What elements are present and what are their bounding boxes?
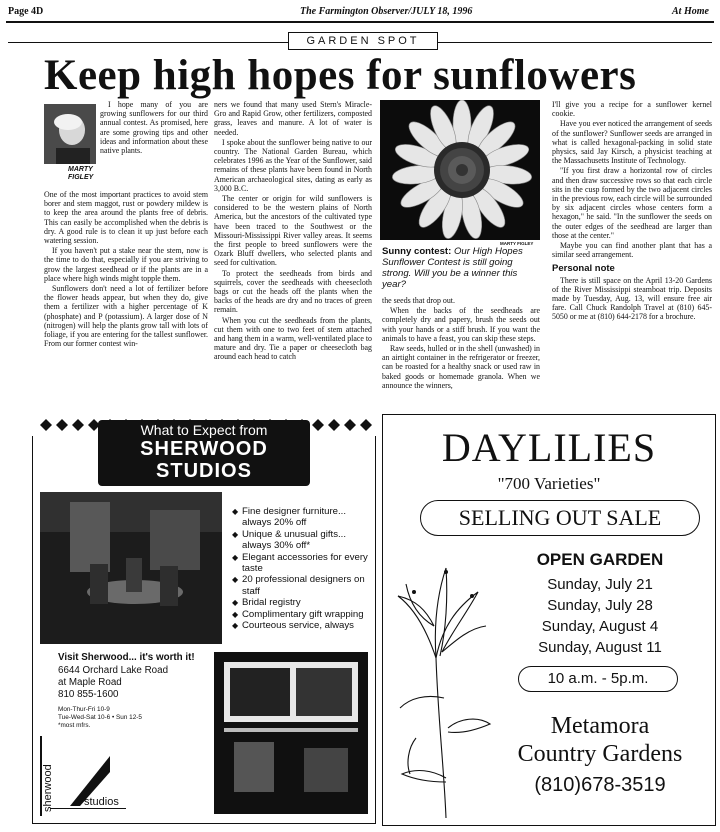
daylilies-title: DAYLILIES (441, 425, 657, 470)
section-name: At Home (672, 6, 709, 17)
garden-hours-pill (518, 666, 678, 692)
col3-para-3: Raw seeds, hulled or in the shell (unwashed) in an airtight container in the refrigerator or freezer, can be roasted for a healthy snack or used raw in baked goods or homemade granola. When we announce the winners, (382, 344, 540, 390)
byline-last: FIGLEY (68, 174, 94, 181)
columnist-photo (44, 104, 96, 164)
address-line-2: at Maple Road (58, 677, 122, 688)
col2-para-1: ners we found that many used Stern's Miracle-Gro and Rapid Grow, other fertilizers, composted grass, leaves and manure. A lot of water is needed. (214, 100, 372, 137)
byline-first: MARTY (68, 166, 93, 173)
col1-para-1: I hope many of you are growing sunflowers for our third annual contest. As promised, here are some growing tips and other ideas and information about these native plants. (100, 100, 208, 156)
garden-hours: 10 a.m. - 5p.m. (547, 670, 649, 687)
daylilies-subtitle: "700 Varieties" (497, 474, 601, 493)
feature-item: ◆ Complimentary gift wrapping (232, 609, 374, 620)
headline: Keep high hopes for sunflowers (44, 52, 637, 99)
col1-para-3: If you haven't put a stake near the stem, now is the time to do that, especially if you are striving to grow the largest seedhead or if the plants are in a place where high winds might topple them. (44, 246, 208, 283)
address-line-1: 6644 Orchard Lake Road (58, 665, 169, 676)
sunflower-icon (380, 100, 540, 240)
columnist-portrait-icon (44, 104, 96, 164)
col3-para-2: When the backs of the seedheads are completely dry and papery, brush the seeds out with your hands or a stiff brush. If you want the animals to have a feast, you can skip these steps. (382, 306, 540, 343)
garden-date: Sunday, August 11 (538, 639, 662, 656)
photo-caption (382, 246, 540, 290)
garden-date: Sunday, July 21 (547, 576, 653, 593)
garden-date: Sunday, July 28 (547, 597, 653, 614)
col4-para-3: "If you first draw a horizontal row of circles and then draw successive rows so that each circle sits in the cusp formed by the two adjacent circles in the previous row, each circle will be surrounded by six adjacent circles whose centers form a hexagon," he said. "In the sunflower the seeds on the outer edges of the seedhead are larger than those at the center." (552, 166, 712, 240)
col1-para-2: One of the most important practices to avoid stem borer and stem maggot, rust or powdery mildew is to keep the area around the plants free of debris. This can easily be accomplished when the debris is dry. A good rule is to clean it up just before each watering session. (44, 190, 208, 246)
interior-photo-icon (214, 652, 368, 814)
feature-list (232, 506, 374, 631)
caption-lead: Sunny contest: (382, 246, 452, 257)
visit-line: Visit Sherwood... it's worth it! (58, 652, 195, 663)
column-2 (214, 100, 372, 448)
column-1 (44, 190, 208, 450)
column-4 (552, 100, 712, 450)
showroom-photo (40, 492, 222, 644)
banner-line-3: STUDIOS (156, 460, 252, 482)
garden-date: Sunday, August 4 (541, 618, 659, 635)
phone: 810 855-1600 (58, 689, 119, 700)
col2-para-4: To protect the seedheads from birds and squirrels, cover the seedheads with cheesecloth bags or cut the heads off the plants when the backs of the heads are dry and no traces of green remain. (214, 268, 372, 315)
feature-item: ◆ Unique & unusual gifts... always 30% off* (232, 529, 374, 552)
feature-item: ◆ Bridal registry (232, 597, 374, 608)
hours-line-2: Tue-Wed-Sat 10-6 • Sun 12-5 (58, 714, 142, 721)
nursery-name-line-2: Country Gardens (517, 741, 683, 767)
col3-para-1: the seeds that drop out. (382, 296, 455, 305)
logo-word-2: studios (84, 796, 119, 808)
masthead-rule (6, 21, 714, 23)
col2-para-3: The center or origin for wild sunflowers is considered to be the western plains of North America, but the ancestors of the cultivated type have been traced to the Southwest or the Missouri-Mississippi River valley areas. It seems the first people to breed sunflowers were the Ozark Bluff dwellers, who selected plants and seed for cultivation. (214, 194, 372, 268)
subhead-personal-note: Personal note (552, 263, 615, 275)
sale-label: SELLING OUT SALE (458, 505, 662, 530)
store-hours (58, 706, 142, 730)
col4-para-5: There is still space on the April 13-20 Gardens of the River Mississippi steamboat trip. Deposits made by Tuesday, Aug. 13, will ensure free air fare. Call Chuck Randolph Travel at (810) 645-5050 or me at (810) 644-2178 for a brochure. (552, 275, 712, 322)
kicker-label: GARDEN SPOT (306, 35, 420, 47)
col4-para-1: I'll give you a recipe for a sunflower kernel cookie. (552, 100, 712, 119)
selling-out-sale-banner (420, 500, 700, 536)
hours-note: *most mfrs. (58, 722, 91, 729)
furniture-photo-icon (40, 492, 222, 644)
col2-para-5: When you cut the seedheads from the plants, cut them with one to two feet of stem attached and hang them in a warm, well-ventilated place to mature and dry. Tie a paper or cheesecloth bag around each head to catch (214, 315, 372, 362)
feature-item: ◆ 20 professional designers on staff (232, 574, 374, 597)
page-number: Page 4D (8, 6, 44, 17)
feature-item: ◆ Courteous service, always (232, 620, 374, 631)
sunflower-photo (380, 100, 540, 240)
column-1-top (100, 100, 208, 156)
hours-line-1: Mon-Thur-Fri 10-9 (58, 706, 110, 713)
logo-word-1: sherwood (42, 764, 54, 812)
banner-line-1: What to Expect from (140, 422, 268, 438)
col2-para-2: I spoke about the sunflower being native to our country. The National Garden Bureau, which celebrates 1996 as the Year of the Sunflower, said remains of these plants have been found in North American archaeological sites, dating as early as 3,000 B.C. (214, 137, 372, 193)
banner-line-2: SHERWOOD (140, 438, 268, 460)
byline (68, 166, 93, 182)
nursery-name (500, 712, 700, 768)
photo-credit: MARTY FIGLEY (500, 241, 534, 246)
lily-flower-icon (386, 548, 496, 820)
feature-item: ◆ Fine designer furniture... always 20% off (232, 506, 374, 529)
address (58, 665, 168, 701)
interior-photo (214, 652, 368, 814)
col1-para-4: Sunflowers don't need a lot of fertilizer before the flower heads appear, but when they do, give them a fertilizer with a higher percentage of K (phosphate) and P (potassium). A larger dose of N (nitrogen) will help the plants grow tall with lots of foliage, if you are entering for the tallest sunflower. From our former contest win- (44, 284, 208, 349)
open-garden-heading: OPEN GARDEN (536, 550, 664, 569)
kicker-rule-left (8, 42, 288, 43)
nursery-phone: (810)678-3519 (534, 774, 666, 796)
nursery-name-line-1: Metamora (550, 713, 650, 739)
col4-para-4: Maybe you can find another plant that has a similar seed arrangement. (552, 241, 712, 260)
caption-text: Our High Hopes Sunflower Contest is still going strong. Will you be a winner this year? (382, 246, 523, 290)
garden-dates (500, 574, 700, 658)
kicker-box (288, 32, 438, 50)
col4-para-2: Have you ever noticed the arrangement of seeds of the sunflower? Sunflower seeds are arranged in what is called hexagonal-packing in solid state physics, said Jay Kirsch, a physicist teaching at the Massachusetts Institute of Technology. (552, 119, 712, 166)
kicker-rule-right (438, 42, 712, 43)
feature-item: ◆ Elegant accessories for every taste (232, 552, 374, 575)
sherwood-logo (40, 736, 130, 816)
paper-date: The Farmington Observer/JULY 18, 1996 (300, 6, 473, 17)
